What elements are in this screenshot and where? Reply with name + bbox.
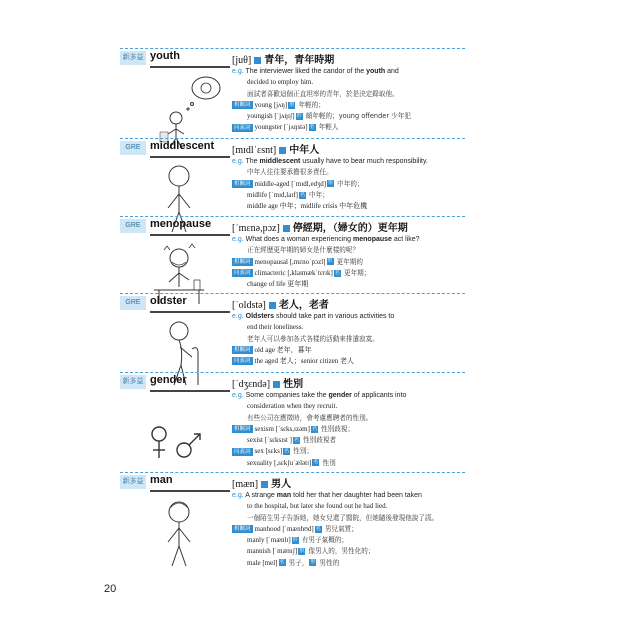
pos-badge: 名 <box>315 525 321 532</box>
definition: 性別 <box>283 379 304 390</box>
headword: man <box>150 474 173 486</box>
related-meaning: 頗年輕的；young offender 少年犯 <box>303 112 411 121</box>
example-text: The interviewer liked the candor of the <box>243 68 367 75</box>
headword-underline <box>150 311 230 313</box>
pronunciation: [mæn] <box>232 479 259 490</box>
entry-line <box>232 122 467 133</box>
entry-line <box>232 167 467 178</box>
related-word: young [jʌŋ] <box>254 100 288 109</box>
headword-underline <box>150 234 230 236</box>
entry-line <box>232 111 467 122</box>
translation: 中年人往往要承擔很多責任。 <box>247 168 333 177</box>
related-meaning: 像男人的，男性化的； <box>306 547 375 556</box>
level-tag: GRE <box>120 219 146 233</box>
related-word: middle-aged [ˈmɪdl,edʒd] <box>254 179 327 188</box>
level-tag: GRE <box>120 141 146 155</box>
headword-underline <box>150 156 230 158</box>
stick-figure-illustration <box>134 498 224 575</box>
example-keyword: Oldsters <box>245 313 275 320</box>
pos-badge: 形 <box>289 101 295 108</box>
entry-body <box>232 391 467 469</box>
related-word: manhood [ˈmænhʊd] <box>254 524 314 533</box>
example-text: usually have to bear much responsibility. <box>300 158 428 165</box>
pronunciation: [juθ] <box>232 55 252 66</box>
related-word: climacteric [,klaɪmækˈtɛrɪk] <box>254 268 333 277</box>
entry-body <box>232 157 467 212</box>
pos-badge: 名 <box>279 559 285 566</box>
entry-line <box>232 322 467 333</box>
pos-icon <box>269 302 276 309</box>
entry-line <box>232 558 467 569</box>
entry-line <box>232 245 467 256</box>
entry-line <box>232 413 467 424</box>
translation: 正在經歷更年期的婦女是什麼樣的呢？ <box>247 246 360 255</box>
entry-line <box>232 513 467 524</box>
pos-badge: 名 <box>334 269 340 276</box>
entry-line <box>232 334 467 345</box>
relation-badge: 同義詞 <box>234 448 251 455</box>
pos-icon <box>261 481 268 488</box>
pronunciation-line <box>232 375 303 390</box>
definition: 中年人 <box>289 145 320 156</box>
related-meaning: 更年期； <box>341 268 371 277</box>
pronunciation-line <box>232 219 408 234</box>
relation-badge: 相關詞 <box>234 180 251 187</box>
entry-line <box>232 100 467 111</box>
entry-body <box>232 312 467 367</box>
related-word: sexism [ˈsɛks,ɪzəm] <box>254 424 310 433</box>
entry-header <box>120 472 465 493</box>
entry-line <box>232 89 467 100</box>
example-marker: e.g. <box>232 68 244 75</box>
entry-line <box>232 501 467 512</box>
entry-line <box>232 268 467 279</box>
related-meaning: 年輕人 <box>316 123 339 132</box>
headword: middlescent <box>150 140 215 152</box>
entry-line <box>232 157 467 167</box>
relation-badge: 相關詞 <box>234 426 251 433</box>
entry-body <box>232 67 467 134</box>
pronunciation-line <box>232 475 291 490</box>
level-tag: GRE <box>120 296 146 310</box>
entry-line <box>232 435 467 446</box>
related-word: male [mel] <box>247 558 278 567</box>
pos-badge: 形 <box>296 112 302 119</box>
related-word: manly [ˈmænlɪ] <box>247 536 291 545</box>
related-meaning: 男兒氣質； <box>322 524 358 533</box>
example-marker: e.g. <box>232 313 244 320</box>
pos-badge: 名 <box>309 124 315 131</box>
pronunciation: [ˈoldstə] <box>232 300 266 311</box>
related-word: middle age 中年；midlife crisis 中年危機 <box>247 202 368 211</box>
pos-badge: 名 <box>299 191 305 198</box>
pronunciation-line <box>232 51 334 66</box>
entry-line <box>232 458 467 469</box>
related-word: consideration when they recruit. <box>247 402 338 411</box>
pos-badge: 形 <box>328 180 334 187</box>
related-meaning: 性別歧視； <box>318 424 355 433</box>
entry-line <box>232 279 467 290</box>
entry-line <box>232 67 467 77</box>
relation-badge: 同義詞 <box>234 358 251 365</box>
entry-header <box>120 216 465 237</box>
related-meaning: 中年的； <box>335 179 364 188</box>
pronunciation: [ˈdʒɛndə] <box>232 379 271 390</box>
pronunciation: [ˈmɛnə,pɔz] <box>232 223 280 234</box>
relation-badge: 同義詞 <box>234 124 251 131</box>
headword-underline <box>150 490 230 492</box>
entry-line <box>232 201 467 212</box>
entry-line <box>232 356 467 367</box>
entry-line <box>232 235 467 245</box>
example-text: The <box>243 158 260 165</box>
entry-body <box>232 491 467 569</box>
pos-badge: 形 <box>299 548 305 555</box>
definition: 老人，老者 <box>278 300 329 311</box>
pos-icon <box>254 57 261 64</box>
example-text: Some companies take the <box>243 392 329 399</box>
example-text: What does a woman experiencing <box>243 236 354 243</box>
entry-header <box>120 48 465 69</box>
relation-badge: 相關詞 <box>234 347 251 354</box>
level-tag: 新多益 <box>120 51 146 65</box>
entry-line <box>232 257 467 268</box>
related-word: end their loneliness. <box>247 323 304 332</box>
relation-badge: 相關詞 <box>234 258 251 265</box>
example-marker: e.g. <box>232 236 244 243</box>
related-meaning: 性別歧視者 <box>300 436 337 445</box>
headword-underline <box>150 66 230 68</box>
pos-badge: 名 <box>311 425 317 432</box>
entry-line <box>232 179 467 190</box>
entry-header <box>120 138 465 159</box>
entry-line <box>232 190 467 201</box>
related-meaning: 更年期的 <box>334 257 363 266</box>
translation: 有些公司在應徵時，會考慮應聘者的性別。 <box>247 413 373 422</box>
entry-line <box>232 401 467 412</box>
example-keyword: middlescent <box>259 158 301 165</box>
relation-badge: 同義詞 <box>234 270 251 277</box>
entry-line <box>232 312 467 322</box>
definition: 男人 <box>271 479 292 490</box>
example-text: act like? <box>391 236 420 243</box>
example-keyword: menopause <box>353 236 392 243</box>
translation: 面試者喜歡這個正直坦率的青年，於是決定錄取他。 <box>247 89 399 98</box>
related-word: menopausal [,mɛnoˈpɔzl] <box>254 257 326 266</box>
entry-body <box>232 235 467 290</box>
relation-badge: 相關詞 <box>234 526 251 533</box>
relation-badge: 相關詞 <box>234 102 251 109</box>
related-word: youngish [ˈjʌŋɪʃ] <box>247 112 295 121</box>
related-word: old age 老年，暮年 <box>254 345 312 354</box>
example-text: told her that her daughter had been taken <box>291 492 422 499</box>
definition: 青年，青年時期 <box>264 55 335 66</box>
headword: gender <box>150 374 187 386</box>
related-word: youngster [ˈjʌŋstə] <box>254 123 308 132</box>
example-text: of applicants into <box>351 392 407 399</box>
entry-line <box>232 446 467 457</box>
entry-line <box>232 546 467 557</box>
example-marker: e.g. <box>232 392 244 399</box>
pos-badge: 形 <box>292 536 298 543</box>
related-word: decided to employ him. <box>247 78 314 87</box>
pos-badge: 名 <box>293 436 299 443</box>
pos-icon <box>279 147 286 154</box>
headword: youth <box>150 50 180 62</box>
pos-icon <box>283 225 290 232</box>
entry-header <box>120 293 465 314</box>
pronunciation-line <box>232 296 329 311</box>
related-meaning: 男子， <box>286 558 309 567</box>
related-word: sexist [ˈsɛksɪst ] <box>247 436 292 445</box>
entry-line <box>232 424 467 435</box>
pos-icon <box>273 381 280 388</box>
example-text: A strange <box>243 492 277 499</box>
entry-line <box>232 535 467 546</box>
related-word: sexuality [,sɛkʃuˈælətɪ] <box>247 458 312 467</box>
example-keyword: gender <box>328 392 352 399</box>
example-keyword: man <box>276 492 292 499</box>
example-marker: e.g. <box>232 492 244 499</box>
pos-badge: 名 <box>313 459 319 466</box>
related-meaning: 性別 <box>320 458 336 467</box>
translation: 老年人可以參加各式各樣的活動來排遣寂寞。 <box>247 334 379 343</box>
example-marker: e.g. <box>232 158 244 165</box>
entry-header <box>120 372 465 393</box>
example-text: and <box>385 68 399 75</box>
related-meaning: 年輕的； <box>296 100 325 109</box>
entry-line <box>232 391 467 401</box>
related-meaning: 男性的 <box>317 558 340 567</box>
related-meaning: 性別； <box>291 447 314 456</box>
related-meaning: 有男子氣概的； <box>299 536 349 545</box>
entry-line <box>232 345 467 356</box>
entry-line <box>232 524 467 535</box>
example-text: should take part in various activities to <box>274 313 395 320</box>
translation: 一個陌生男子告訴她，她女兒還了醫院，但她隨後發現他說了謊。 <box>247 513 439 522</box>
pos-badge: 形 <box>310 559 316 566</box>
related-meaning: 中年； <box>306 190 329 199</box>
headword: oldster <box>150 295 187 307</box>
related-word: change of life 更年期 <box>247 280 309 289</box>
headword-underline <box>150 390 230 392</box>
definition: 停經期，（婦女的）更年期 <box>292 223 408 234</box>
pos-badge: 名 <box>284 448 290 455</box>
headword: menopause <box>150 218 212 230</box>
related-word: mannish [ˈmænɪʃ] <box>247 547 298 556</box>
example-keyword: youth <box>366 68 386 75</box>
related-word: midlife [ˈmɪd,laɪf] <box>247 190 298 199</box>
page-number: 20 <box>104 583 117 595</box>
pronunciation: [mɪdlˈɛsnt] <box>232 145 277 156</box>
pos-badge: 形 <box>327 258 333 265</box>
related-word: the aged 老人；senior citizen 老人 <box>254 357 355 366</box>
level-tag: 新多益 <box>120 375 146 389</box>
stick-figure-illustration <box>134 398 224 478</box>
related-word: to the hospital, but later she found out he had lied. <box>247 502 388 511</box>
pronunciation-line <box>232 141 319 156</box>
entry-line <box>232 77 467 88</box>
related-word: sex [sɛks] <box>254 447 283 456</box>
entry-line <box>232 491 467 501</box>
level-tag: 新多益 <box>120 475 146 489</box>
